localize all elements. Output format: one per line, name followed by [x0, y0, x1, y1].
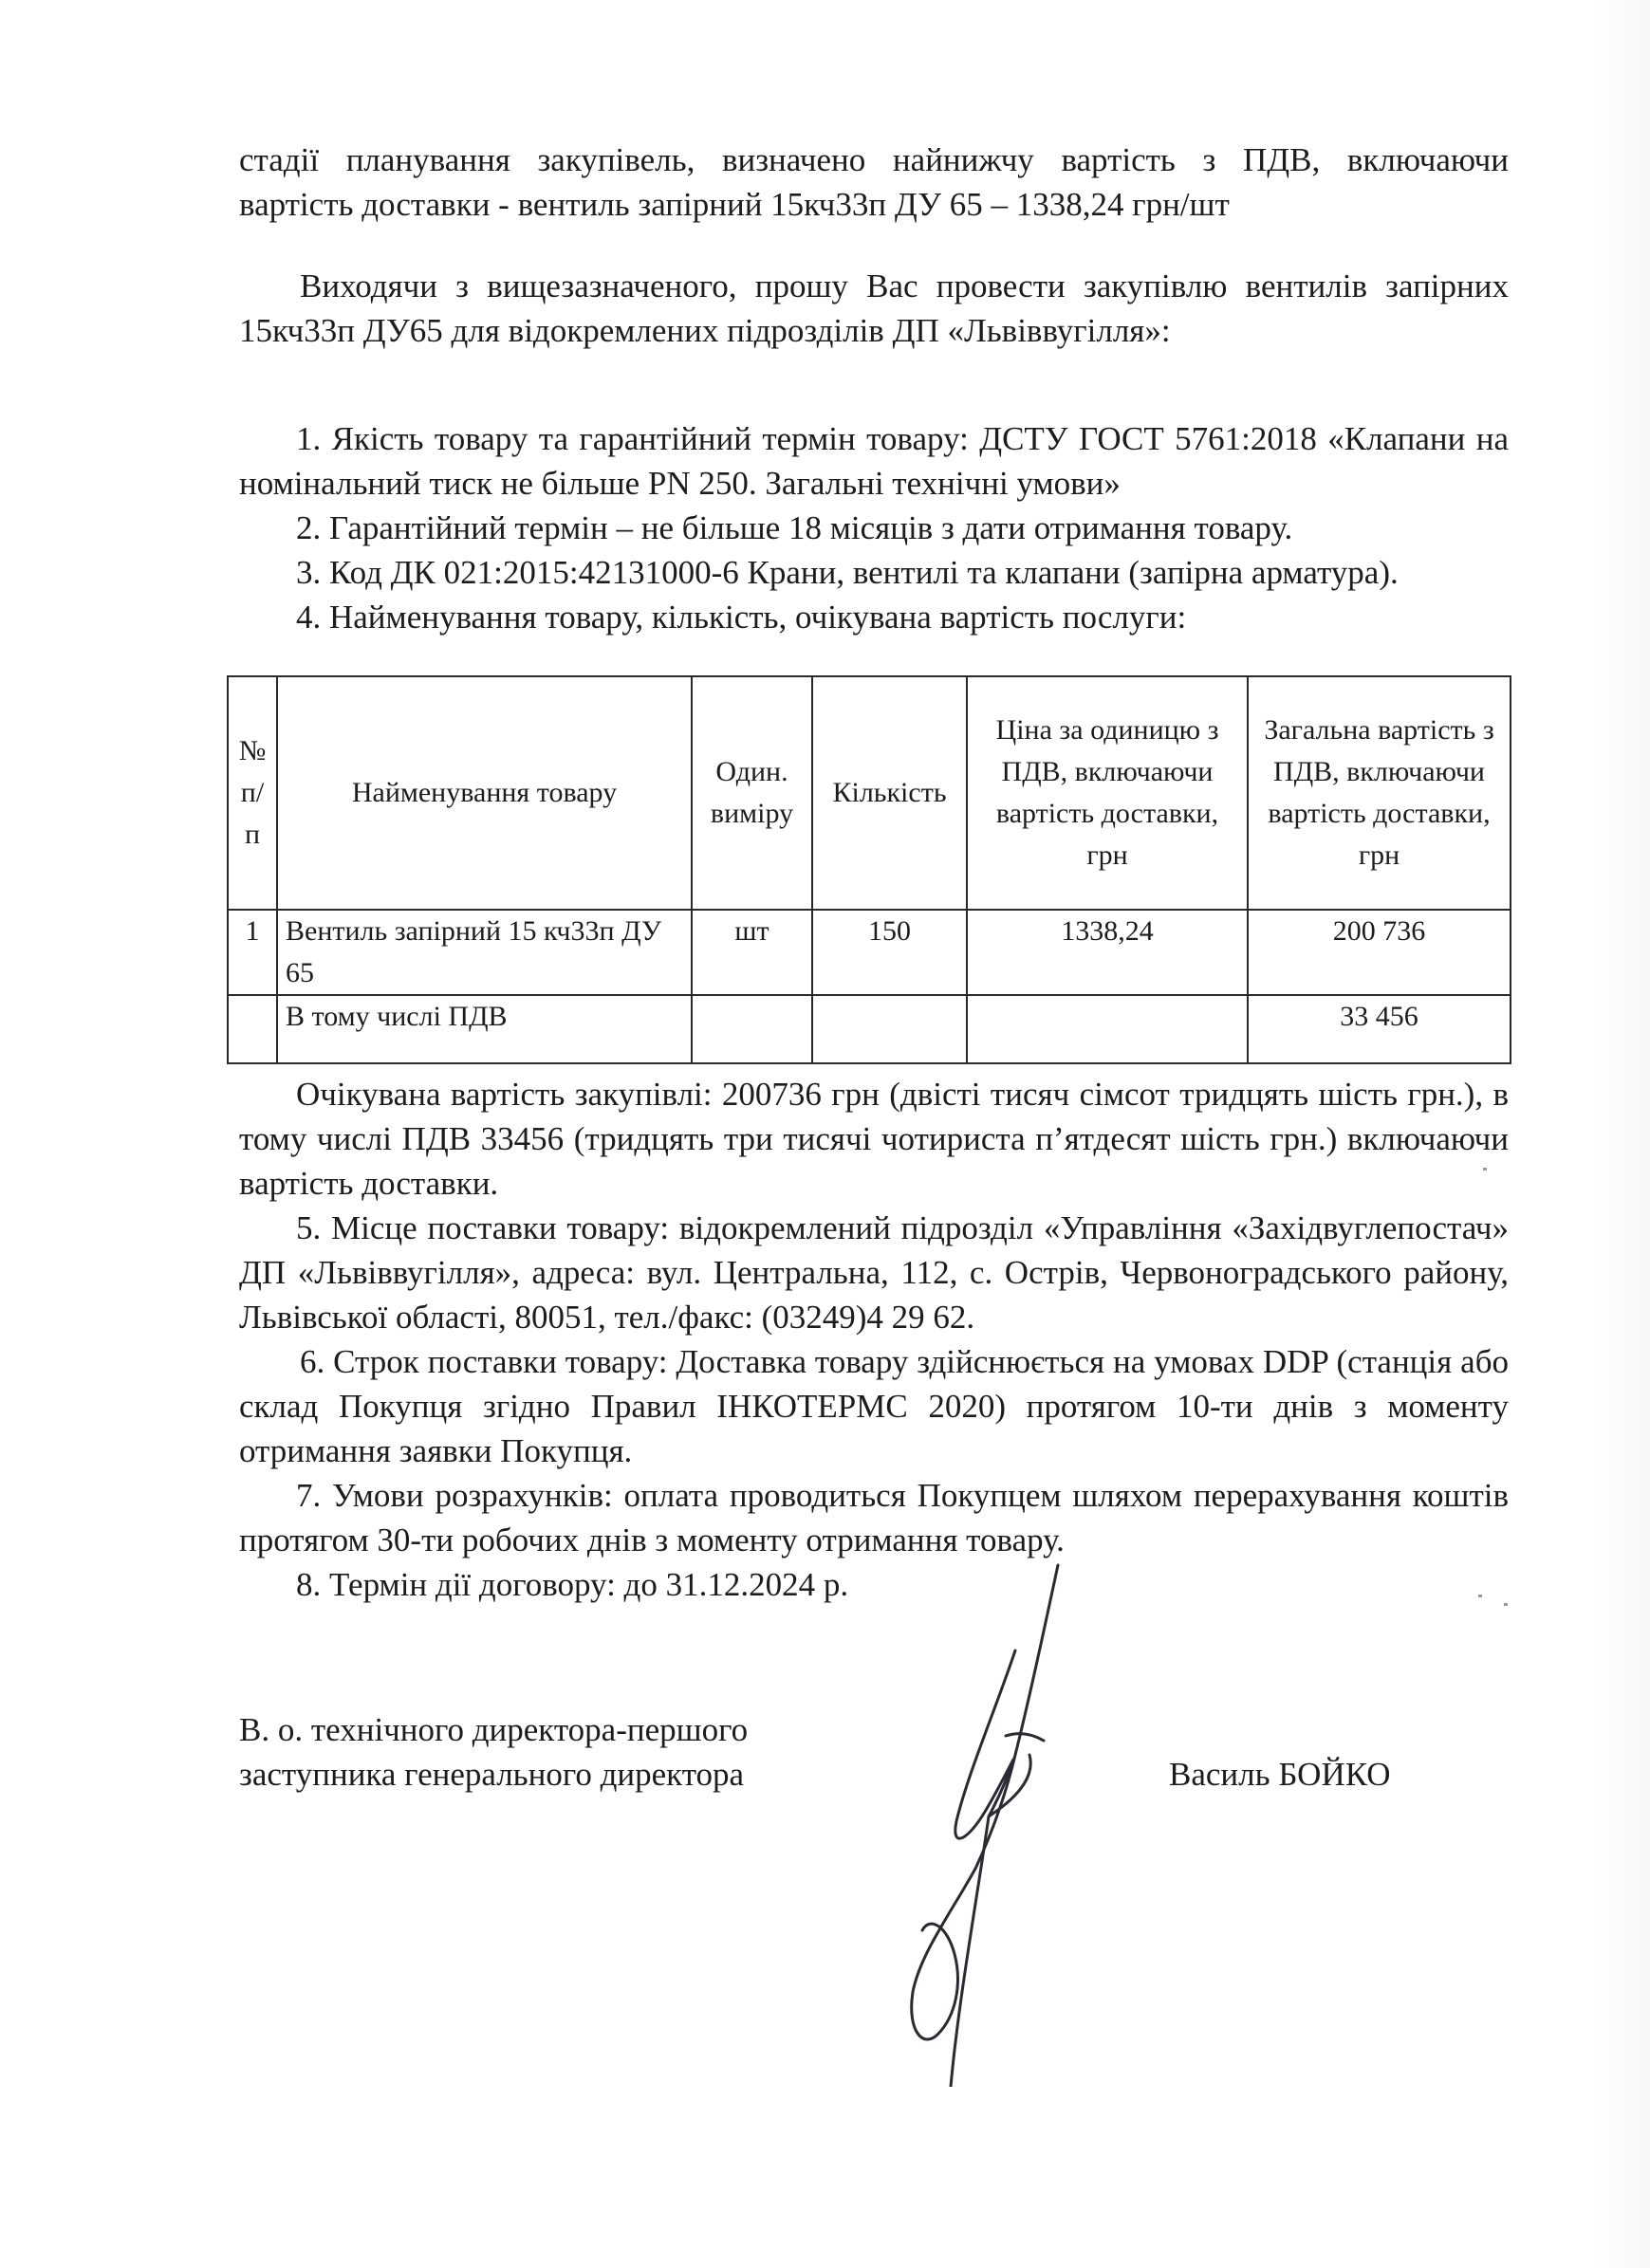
item-3: 3. Код ДК 021:2015:42131000-6 Крани, вентилі та клапани (запірна арматура). [296, 554, 1399, 591]
cell-vat-total: 33 456 [1248, 995, 1511, 1063]
header-qty: Кількість [812, 676, 967, 910]
cell-total: 200 736 [1248, 910, 1511, 995]
expected-cost-paragraph: Очікувана вартість закупівлі: 200736 грн (двісті тисяч сімсот тридцять шість грн.), в тому числі ПДВ 33456 (тридцять три тисячі чотириста п’ятдесят шість грн.) включаючи вартість доставки. [239, 1076, 1509, 1202]
cell-qty: 150 [812, 910, 967, 995]
scan-speck [1504, 1603, 1508, 1606]
scan-speck [1483, 1168, 1487, 1171]
header-name: Найменування товару [277, 676, 692, 910]
signatory-title-line-2: заступника генерального директора [239, 1756, 745, 1793]
item-2: 2. Гарантійний термін – не більше 18 місяців з дати отримання товару. [296, 509, 1293, 546]
intro-block [239, 138, 1509, 227]
table-header-row [228, 676, 1511, 910]
scan-speck [1478, 1595, 1482, 1597]
cell-price: 1338,24 [967, 910, 1248, 995]
header-num: № п/ п [228, 676, 277, 910]
item-8: 8. Термін дії договору: до 31.12.2024 р. [296, 1566, 849, 1603]
item-1: 1. Якість товару та гарантійний термін товару: ДСТУ ГОСТ 5761:2018 «Клапани на номінальний тиск не більше PN 250. Загальні технічні умови» [239, 420, 1509, 502]
request-paragraph: Виходячи з вищезазначеного, прошу Вас провести закупівлю вентилів запірних 15кч33п ДУ65 для відокремлених підрозділів ДП «Львіввугілля»: [239, 267, 1509, 349]
cell-vat-label: В тому числі ПДВ [277, 995, 692, 1063]
cell-unit: шт [692, 910, 812, 995]
header-unit: Один. виміру [692, 676, 812, 910]
item-5: 5. Місце поставки товару: відокремлений підрозділ «Управління «Західвуглепостач» ДП «Львіввугілля», адреса: вул. Центральна, 112, с. Острів, Червоноградського району, Львівської області, 80051, тел./факс: (03249)4 29 62. [239, 1209, 1509, 1336]
item-7: 7. Умови розрахунків: оплата проводиться Покупцем шляхом перерахування коштів протягом 30-ти робочих днів з моменту отримання товару. [239, 1477, 1509, 1558]
intro-line-1: стадії планування закупівель, визначено найнижчу вартість з ПДВ, включаючи [239, 141, 1509, 178]
cell-empty [692, 995, 812, 1063]
header-price: Ціна за одиницю з ПДВ, включаючи вартість доставки, грн [967, 676, 1248, 910]
signatory-title [239, 1707, 748, 1797]
cell-name: Вентиль запірний 15 кч33п ДУ 65 [277, 910, 692, 995]
table-row [228, 910, 1511, 995]
items-5-8 [239, 1072, 1509, 1607]
cell-num: 1 [228, 910, 277, 995]
cell-empty [228, 995, 277, 1063]
intro-line-2: вартість доставки - вентиль запірний 15кч33п ДУ 65 – 1338,24 грн/шт [239, 186, 1230, 223]
signatory-name: Василь БОЙКО [1169, 1756, 1391, 1793]
signatory-title-line-1: В. о. технічного директора-першого [239, 1711, 749, 1748]
item-6: 6. Строк поставки товару: Доставка товару здійснюється на умовах DDP (станція або склад Покупця згідно Правил ІНКОТЕРМС 2020) протягом 10-ти днів з моменту отримання заявки Покупця. [239, 1343, 1509, 1469]
goods-table [227, 675, 1511, 1064]
request-block [239, 264, 1509, 353]
header-total: Загальна вартість з ПДВ, включаючи вартість доставки, грн [1248, 676, 1511, 910]
items-1-4 [239, 416, 1509, 639]
cell-empty [967, 995, 1248, 1063]
table-row-vat [228, 995, 1511, 1063]
handwritten-signature [863, 1556, 1091, 2087]
scan-edge-shadow [1593, 0, 1650, 2268]
cell-empty [812, 995, 967, 1063]
item-4: 4. Найменування товару, кількість, очікувана вартість послуги: [296, 599, 1187, 636]
